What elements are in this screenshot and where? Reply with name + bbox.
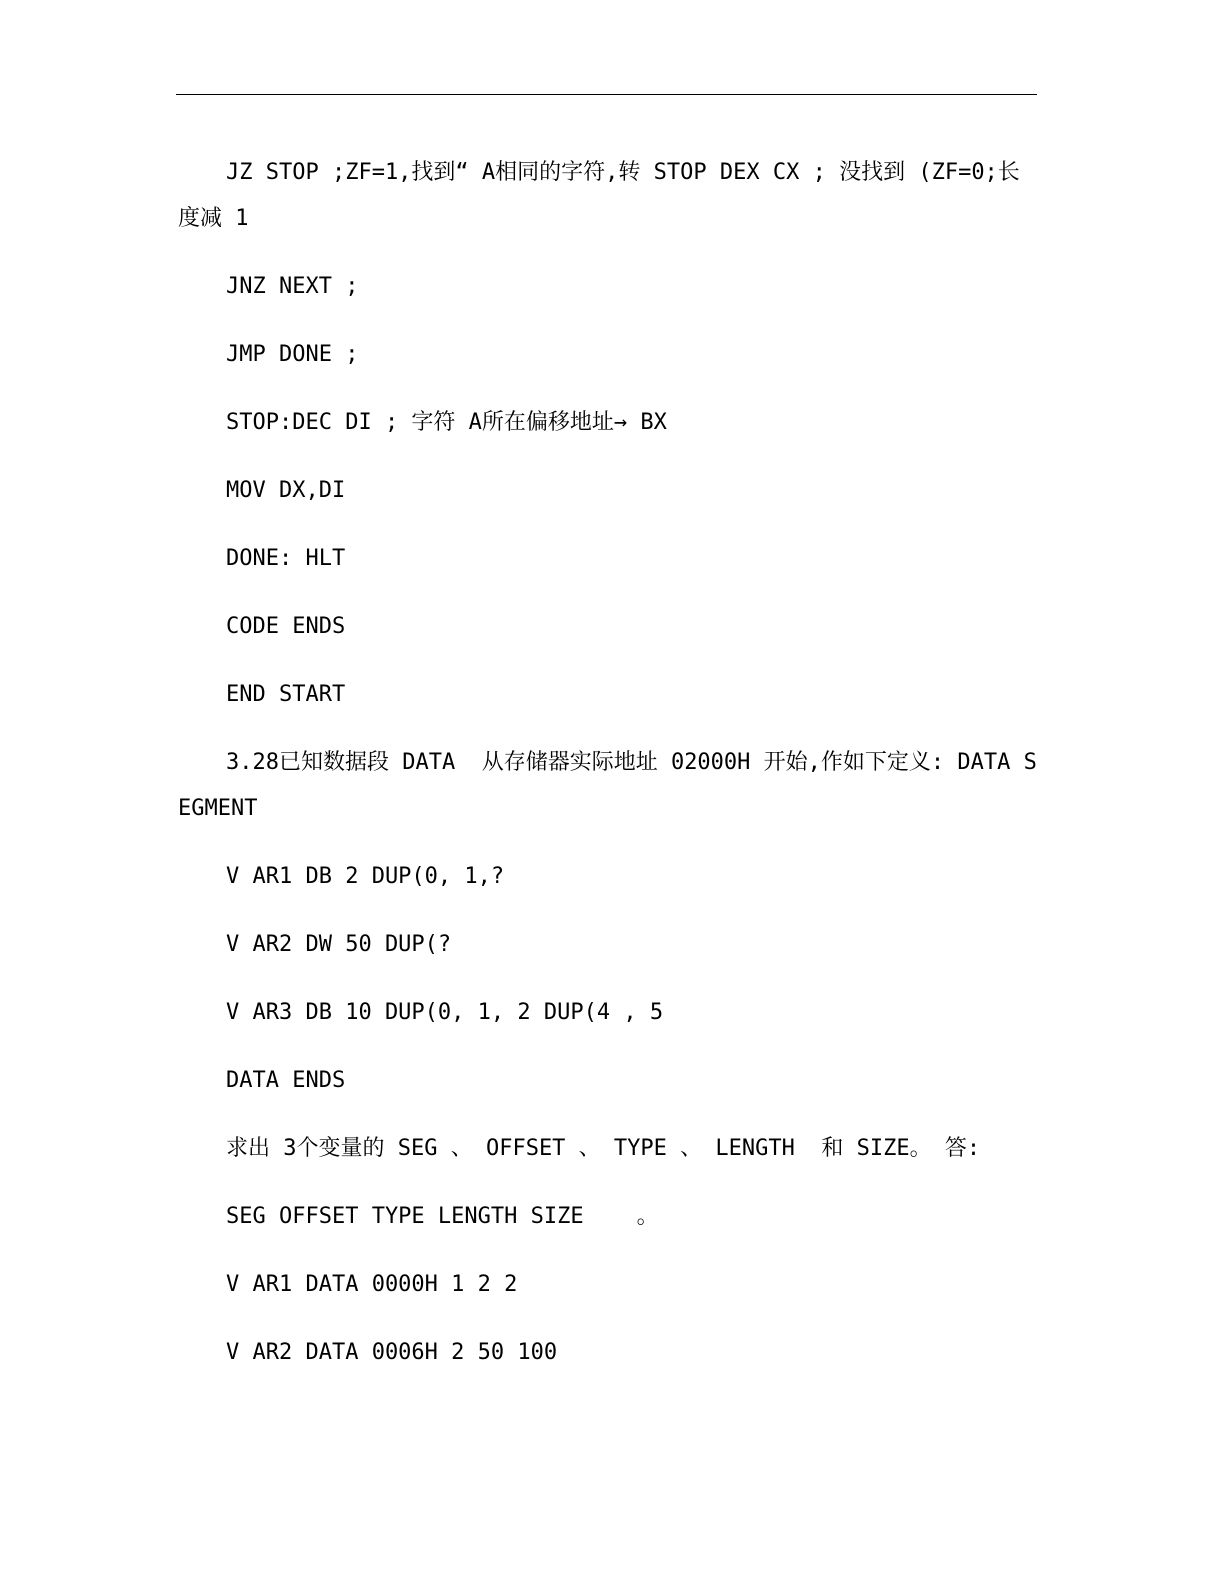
code-line-jz-stop: JZ STOP ;ZF=1,找到“ A相同的字符,转 STOP DEX CX ; 没找到 (ZF=0;长度减 1 (178, 160, 1020, 231)
code-line-var3: V AR3 DB 10 DUP(0, 1, 2 DUP(4 , 5 (226, 1000, 664, 1025)
code-line-data-ends: DATA ENDS (226, 1068, 346, 1093)
document-body (178, 150, 1038, 1398)
answer-row-var1: V AR1 DATA 0000H 1 2 2 (226, 1272, 518, 1297)
question-prompt: 求出 3个变量的 SEG 、 OFFSET 、 TYPE 、 LENGTH 和 SIZE。 答: (226, 1136, 981, 1161)
code-line-end-start: END START (226, 682, 346, 707)
header-rule (176, 94, 1037, 95)
code-line-jnz-next: JNZ NEXT ; (226, 274, 359, 299)
answer-row-var2: V AR2 DATA 0006H 2 50 100 (226, 1340, 558, 1365)
code-line-jmp-done: JMP DONE ; (226, 342, 359, 367)
question-3-28: 3.28已知数据段 DATA 从存储器实际地址 02000H 开始,作如下定义: DATA SEGMENT (178, 750, 1037, 821)
answer-table-header: SEG OFFSET TYPE LENGTH SIZE 。 (226, 1204, 659, 1229)
code-line-stop-dec-di: STOP:DEC DI ; 字符 A所在偏移地址→ BX (226, 410, 667, 435)
code-line-code-ends: CODE ENDS (226, 614, 346, 639)
code-line-var1: V AR1 DB 2 DUP(0, 1,? (226, 864, 505, 889)
code-line-mov-dx-di: MOV DX,DI (226, 478, 346, 503)
code-line-var2: V AR2 DW 50 DUP(? (226, 932, 452, 957)
code-line-done-hlt: DONE: HLT (226, 546, 346, 571)
